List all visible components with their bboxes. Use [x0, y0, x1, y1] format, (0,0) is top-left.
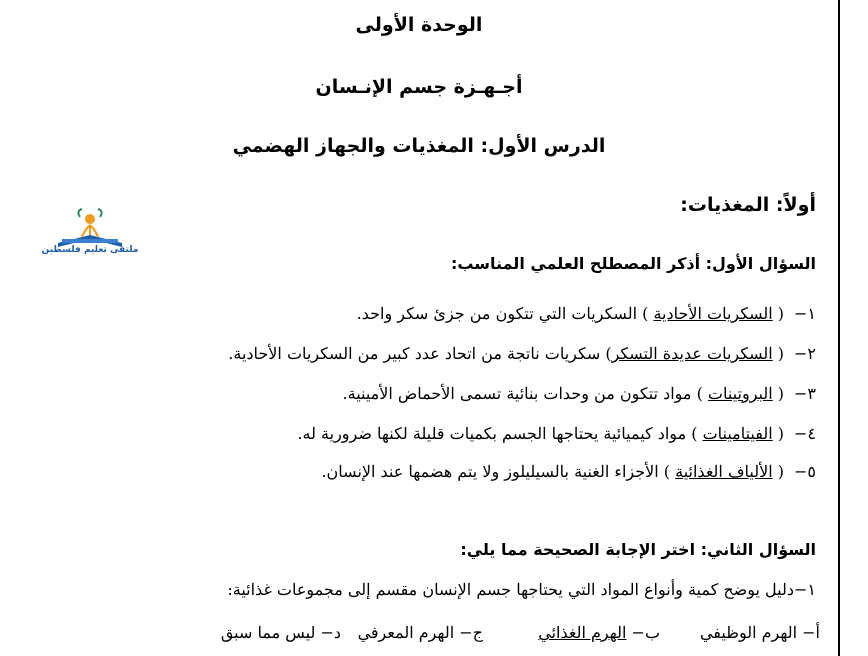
question2-item: ١−دليل يوضح كمية وأنواع المواد التي يحتاجها جسم الإنسان مقسم إلى مجموعات غذائية: [227, 580, 816, 599]
option-b: ب− الهرم الغذائي [538, 623, 660, 642]
section-title: أولاً: المغذيات: [680, 194, 816, 216]
option-a: أ− الهرم الوظيفي [699, 623, 820, 642]
lesson-title: الدرس الأول: المغذيات والجهاز الهضمي [232, 135, 606, 157]
list-item: ١−( السكريات الأحادية ) السكريات التي تتكون من جزئ سكر واحد. [356, 304, 816, 323]
topic-title: أجـهـزة جسم الإنـسان [315, 76, 523, 98]
question2-heading: السؤال الثاني: اختر الإجابة الصحيحة مما يلي: [460, 540, 816, 559]
list-item: ٥−( الألياف الغذائية ) الأجزاء الغنية بالسيليلوز ولا يتم هضمها عند الإنسان. [321, 462, 816, 481]
answer-term: البروتينات [707, 384, 773, 403]
list-item: ٢−( السكريات عديدة التسكر) سكريات ناتجة من اتحاد عدد كبير من السكريات الأحادية. [228, 344, 816, 363]
logo-text: ملتقى تعليم فلسطين [41, 245, 139, 255]
list-item: ٤−( الفيتامينات ) مواد كيميائية يحتاجها الجسم بكميات قليلة لكنها ضرورية له. [297, 424, 816, 443]
correct-answer: الهرم الغذائي [538, 623, 627, 642]
unit-title: الوحدة الأولى [355, 14, 483, 36]
question1-heading: السؤال الأول: أذكر المصطلح العلمي المناسب: [450, 254, 816, 273]
answer-term: السكريات عديدة التسكر [611, 344, 773, 363]
option-c: ج− الهرم المعرفي [357, 623, 483, 642]
answer-term: الفيتامينات [702, 424, 773, 443]
answer-term: الألياف الغذائية [675, 462, 773, 481]
answer-term: السكريات الأحادية [653, 304, 773, 323]
option-d: د− ليس مما سبق [220, 623, 341, 642]
logo-icon [40, 205, 140, 265]
list-item: ٣−( البروتينات ) مواد تتكون من وحدات بنائية تسمى الأحماض الأمينية. [342, 384, 816, 403]
